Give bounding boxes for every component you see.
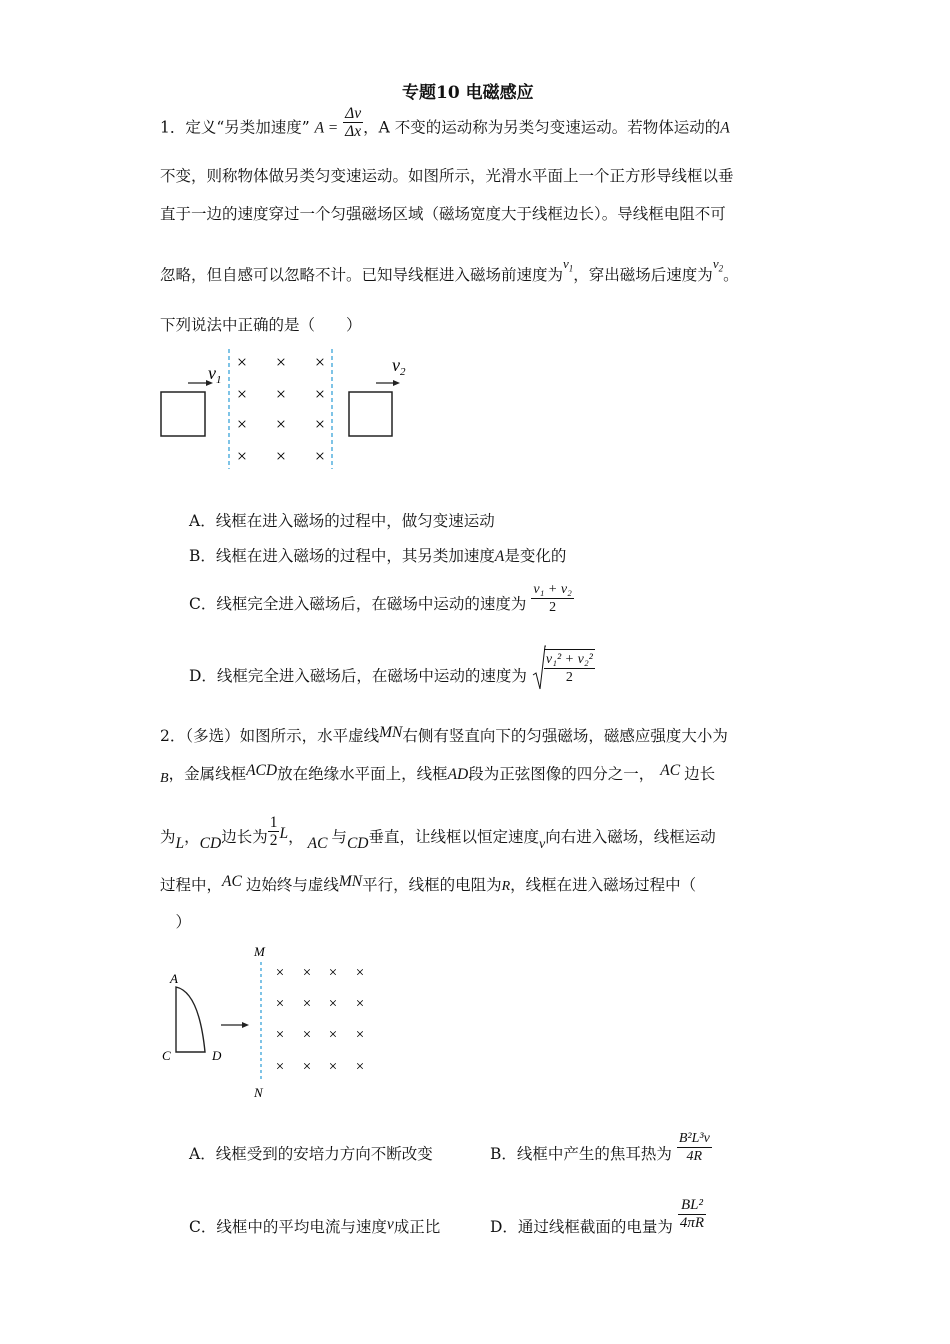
q1-square-left	[161, 392, 205, 436]
q2-field-cross: ×	[302, 1059, 312, 1075]
q1-line-4	[160, 256, 739, 291]
q1-field-cross: ×	[236, 352, 248, 372]
q2-field-cross: ×	[328, 996, 338, 1012]
q2-field-cross: ×	[355, 1059, 365, 1075]
q2-half-fraction: $\frac{1}{2}$	[269, 813, 278, 849]
q1-figure	[155, 345, 425, 475]
q1-option-a[interactable]: A．线框在进入磁场的过程中，做匀变速运动	[189, 512, 495, 530]
q1-field-cross: ×	[236, 384, 248, 404]
q1-field-cross: ×	[275, 352, 287, 372]
q2-field-cross: ×	[302, 996, 312, 1012]
q1-square-right	[349, 392, 392, 436]
q1-formula-lhs: A =	[314, 119, 339, 137]
q1-formula-denominator: Δx	[345, 123, 362, 140]
q1-fig-v2: $v_2$	[392, 355, 406, 378]
q2-figure	[155, 940, 385, 1105]
q1-number: 1．	[160, 118, 186, 137]
q2-label-m: M	[254, 944, 265, 959]
q1-option-b[interactable]: B．线框在进入磁场的过程中，其另类加速度A是变化的	[189, 547, 567, 565]
q1-line-2: 不变，则称物体做另类匀变速运动。如图所示，光滑水平面上一个正方形导线框以垂	[160, 167, 734, 185]
q2-line-1: 2．（多选）如图所示，水平虚线MN右侧有竖直向下的匀强磁场，磁感应强度大小为	[160, 724, 728, 745]
q1-field-cross: ×	[314, 414, 326, 434]
q1-field-cross: ×	[275, 384, 287, 404]
q2-line-4: 过程中，AC 边始终与虚线MN平行，线框的电阻为R，线框在进入磁场过程中（	[160, 873, 697, 894]
q2-label-d: D	[212, 1048, 222, 1063]
q2-field-cross: ×	[275, 1027, 285, 1043]
q2-line-3: 为L，CD边长为 $\frac{1}{2}$ L， AC 与CD垂直，让线框以恒定速度v向右进入磁场，线框运动	[160, 813, 716, 852]
q2-option-a[interactable]: A．线框受到的安培力方向不断改变	[189, 1145, 433, 1163]
q2-field-cross: ×	[275, 965, 285, 981]
q1-field-crosses	[237, 352, 325, 466]
q1-field-cross: ×	[314, 352, 326, 372]
q2-option-d[interactable]: D．通过线框截面的电量为 $\frac{\text{BL²}}{4\pi R}$	[490, 1196, 705, 1236]
q2-option-c[interactable]: C．线框中的平均电流与速度v成正比	[189, 1216, 441, 1236]
q1-v2: v2	[712, 256, 724, 274]
q1-fig-v1: $v_1$	[208, 363, 222, 386]
q1-line1-end: A	[720, 119, 730, 137]
q1-line4-c: 。	[723, 266, 739, 284]
q1-line4-b: ，穿出磁场后速度为	[573, 266, 713, 284]
q1-option-c[interactable]: C．线框完全进入磁场后，在磁场中运动的速度为 $\frac{\text{v₁ + v₂}}{2}$	[189, 581, 572, 615]
q2-option-b[interactable]: B．线框中产生的焦耳热为 $\frac{\text{B²L³v}}{4R}$	[490, 1130, 710, 1164]
q1-field-cross: ×	[275, 414, 287, 434]
q1-formula-fraction	[343, 105, 363, 140]
q1-line-5: 下列说法中正确的是（ ）	[160, 316, 362, 334]
q1-option-d[interactable]: D．线框完全进入磁场后，在磁场中运动的速度为 $\frac{\text{v₁² + v₂²}}{2}$	[189, 666, 595, 686]
q1-option-d-sqrt: $\frac{\text{v₁² + v₂²}}{2}$	[532, 649, 595, 686]
q2-field-cross: ×	[355, 996, 365, 1012]
q2-field-cross: ×	[328, 1059, 338, 1075]
q1-field-cross: ×	[275, 446, 287, 466]
q1-definition: 定义“另类加速度”	[185, 118, 310, 137]
q2-line-5: ）	[160, 913, 192, 931]
q2-option-b-fraction: $\frac{\text{B²L³v}}{4R}$	[678, 1130, 710, 1164]
q2-field-cross: ×	[355, 1027, 365, 1043]
q2-field-crosses	[276, 965, 364, 1075]
q2-field-cross: ×	[328, 1027, 338, 1043]
q2-field-cross: ×	[328, 965, 338, 981]
q2-label-n: N	[254, 1085, 263, 1100]
q1-v1: v1	[563, 256, 574, 274]
q1-field-cross: ×	[314, 384, 326, 404]
q2-field-cross: ×	[275, 996, 285, 1012]
q1-field-cross: ×	[236, 446, 248, 466]
q2-label-c: C	[162, 1048, 171, 1063]
q2-field-cross: ×	[355, 965, 365, 981]
q2-frame-acd	[176, 987, 205, 1052]
q1-line1-rest: ，A 不变的运动称为另类匀变速运动。若物体运动的	[363, 118, 721, 137]
q1-line4-a: 忽略，但自感可以忽略不计。已知导线框进入磁场前速度为	[160, 266, 564, 284]
q2-option-d-fraction: $\frac{\text{BL²}}{4\pi R}$	[679, 1196, 705, 1231]
q1-option-c-fraction: $\frac{\text{v₁ + v₂}}{2}$	[533, 581, 572, 615]
q1-formula-numerator: Δv	[345, 105, 362, 122]
q1-field-cross: ×	[314, 446, 326, 466]
q2-field-cross: ×	[302, 965, 312, 981]
q2-line-2: B，金属线框ACD放在绝缘水平面上，线框AD段为正弦图像的四分之一， AC 边长	[160, 762, 716, 786]
q2-field-cross: ×	[275, 1059, 285, 1075]
q2-label-a: A	[170, 971, 178, 986]
q1-field-cross: ×	[236, 414, 248, 434]
page-title: 专题10 电磁感应	[402, 83, 534, 103]
q2-field-cross: ×	[302, 1027, 312, 1043]
q1-line-3: 直于一边的速度穿过一个匀强磁场区域（磁场宽度大于线框边长）。导线框电阻不可	[160, 205, 726, 223]
